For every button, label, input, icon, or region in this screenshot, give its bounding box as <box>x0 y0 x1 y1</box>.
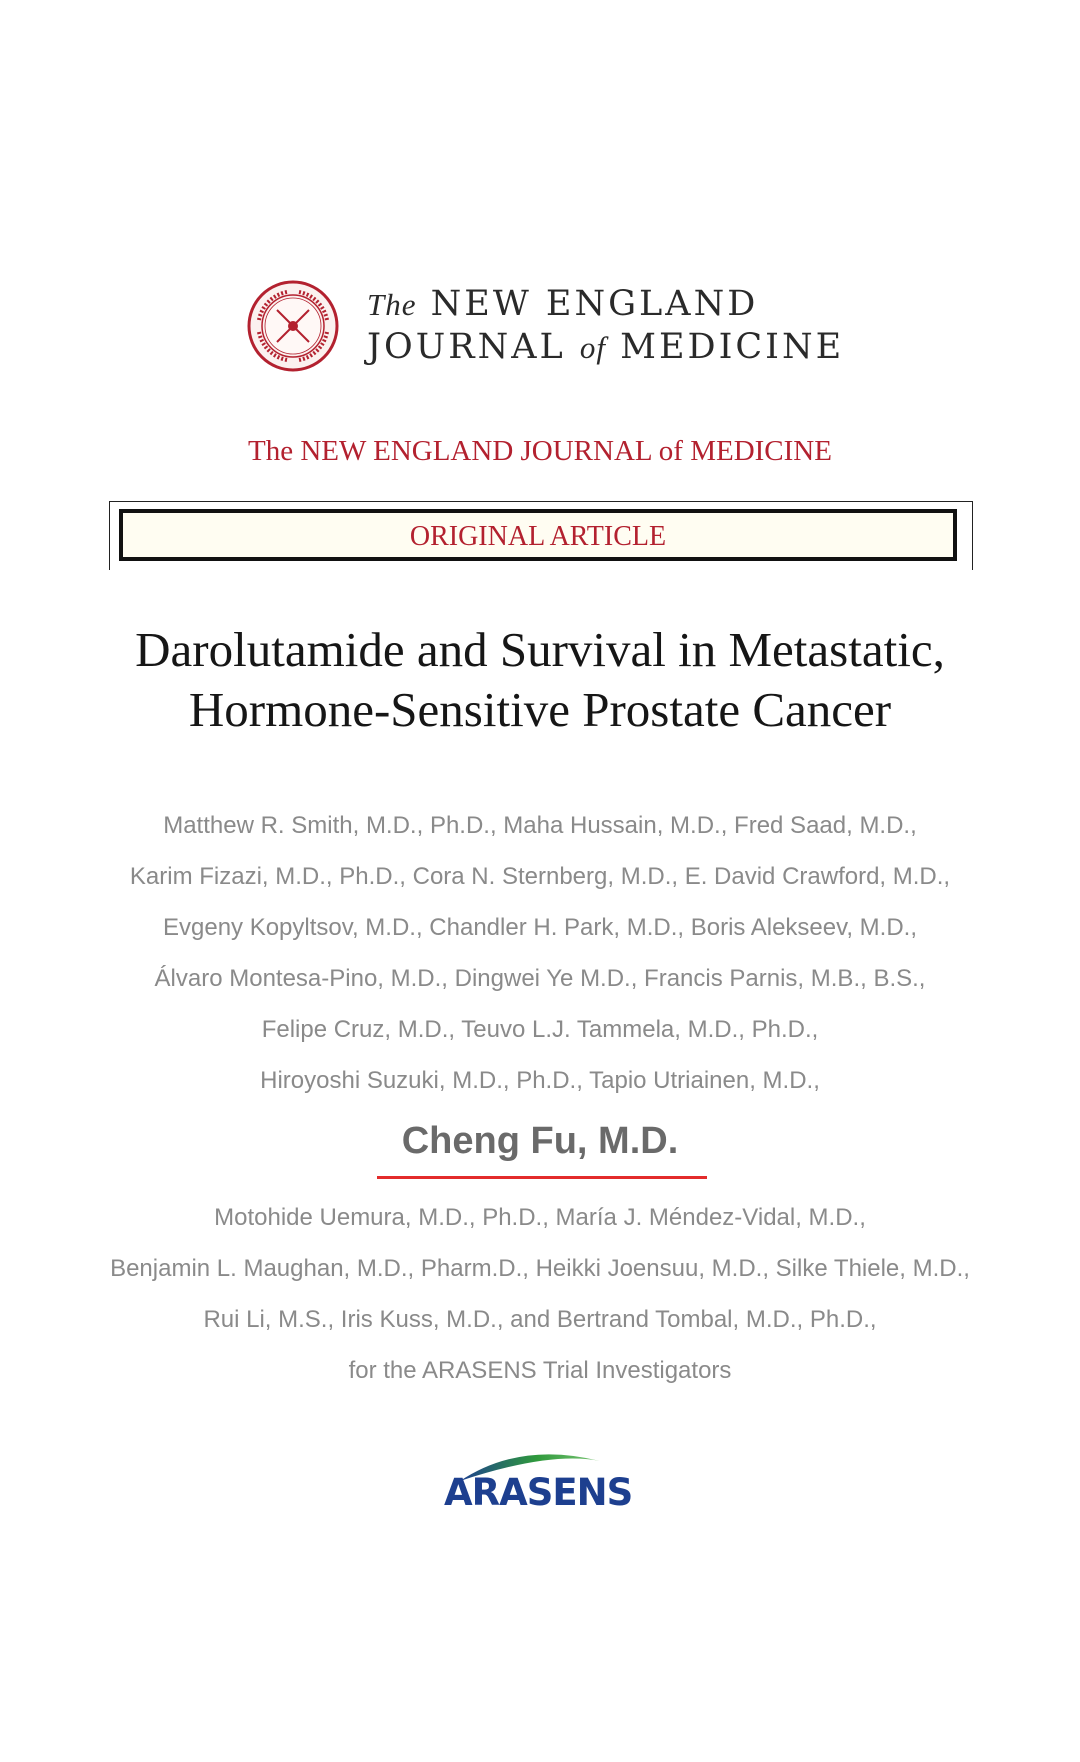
wordmark-medicine: MEDICINE <box>620 327 845 367</box>
author-line: Motohide Uemura, M.D., Ph.D., María J. Méndez-Vidal, M.D., <box>214 1204 866 1231</box>
wordmark-new-england: NEW ENGLAND <box>430 284 759 324</box>
wordmark-of: of <box>579 330 606 365</box>
author-line: Hiroyoshi Suzuki, M.D., Ph.D., Tapio Utriainen, M.D., <box>260 1067 820 1094</box>
author-line: Karim Fizazi, M.D., Ph.D., Cora N. Sternberg, M.D., E. David Crawford, M.D., <box>129 863 951 890</box>
wordmark-the: The <box>367 287 417 322</box>
author-line: Evgeny Kopyltsov, M.D., Chandler H. Park, M.D., Boris Alekseev, M.D., <box>162 914 918 941</box>
journal-name: The NEW ENGLAND JOURNAL of MEDICINE <box>248 435 832 467</box>
author-line: for the ARASENS Trial Investigators <box>348 1357 732 1384</box>
author-line: Benjamin L. Maughan, M.D., Pharm.D., Heikki Joensuu, M.D., Silke Thiele, M.D., <box>110 1255 970 1282</box>
journal-seal-icon <box>247 280 339 372</box>
author-list-bottom <box>0 1192 1080 1396</box>
arasens-trial-logo <box>440 1437 640 1527</box>
highlight-underline <box>377 1176 707 1179</box>
article-type-label: ORIGINAL ARTICLE <box>409 521 667 552</box>
journal-wordmark <box>367 284 844 370</box>
highlighted-author: Cheng Fu, M.D. <box>401 1120 679 1162</box>
journal-masthead <box>247 280 847 376</box>
author-line: Felipe Cruz, M.D., Teuvo L.J. Tammela, M.D., Ph.D., <box>261 1016 819 1043</box>
article-title-line-2: Hormone-Sensitive Prostate Cancer <box>188 682 892 737</box>
author-line: Matthew R. Smith, M.D., Ph.D., Maha Hussain, M.D., Fred Saad, M.D., <box>163 812 917 839</box>
author-line: Álvaro Montesa-Pino, M.D., Dingwei Ye M.D., Francis Parnis, M.B., B.S., <box>154 965 926 992</box>
article-type-box <box>119 509 957 561</box>
author-list-top <box>0 800 1080 1106</box>
author-line: Rui Li, M.S., Iris Kuss, M.D., and Bertrand Tombal, M.D., Ph.D., <box>203 1306 877 1333</box>
wordmark-journal: JOURNAL <box>367 327 566 367</box>
trial-wordmark: ARASENS <box>444 1471 633 1514</box>
article-title-line-1: Darolutamide and Survival in Metastatic, <box>135 622 945 677</box>
article-title <box>0 620 1080 740</box>
